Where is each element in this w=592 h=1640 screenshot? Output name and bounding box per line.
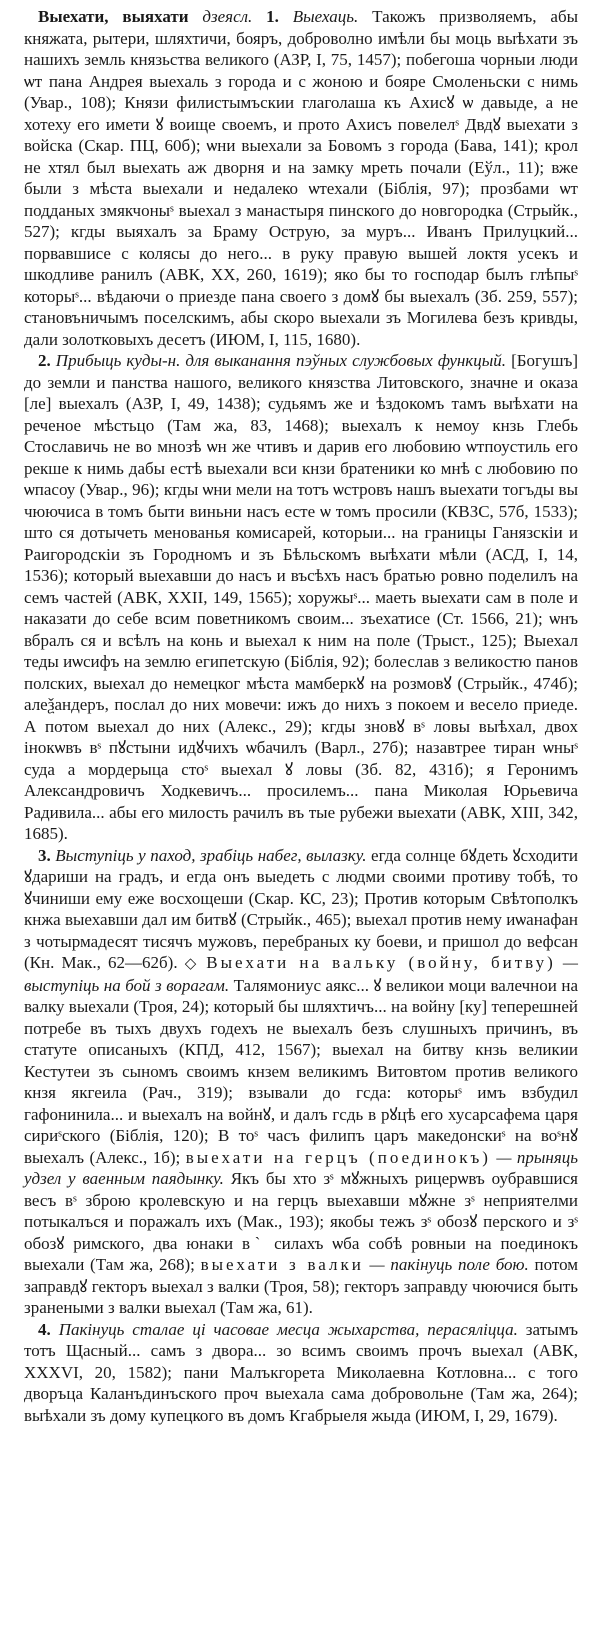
phrase-2: выехати на герцъ (поединокъ): [185, 1147, 491, 1167]
sense-gloss-1: Выехаць.: [292, 7, 359, 26]
sense-number-1: 1.: [266, 7, 279, 26]
sense-text-4: затымъ тотъ Щасный... самъ з двора... зо всимъ своимъ прочъ выехал (АВК, XXXVI, 20, 1582); пани Малъкгорета Миколаевна Котловна... с того дворъца Каланъдинъского проч выехала сама добровольне (Там жа, 264); выѣхали зъ дому купецкого въ домъ Кгабрыеля жыда (ИЮМ, I, 29, 1679).: [24, 1319, 579, 1425]
sense-gloss-2: Прибыць куды-н. для выканання пэўных службовых функцый.: [55, 351, 507, 370]
phrase-3: выехати з валки: [200, 1255, 364, 1274]
headword: Выехати, выяхати: [38, 7, 189, 26]
entry-sense-4: [24, 1319, 578, 1427]
sense-text-1: Такожъ призволяемъ, абы княжата, рытери, шляхтичи, бояръ, доброволно имѣли бы моць выѣхати зъ нашихъ земль князьства великого (АЗР, I, 75, 1457); побегоша чорныи люди ѡт пана Андрея выехаль з города и с жоною и бояре Смоленьски с нимь (Увар., 108); Князи филистымъскии глаголаша къ Ахисꙋ ѡ давыде, а не хотеху его имети ꙋ воище своемъ, и прото Ахисъ повелелˢ Двдꙋ выехати з войска (Скар. ПЦ, 60б); ѡни выехали за Бовомъ з города (Бава, 141); крол не хтял был выехать аж дворня и на замку мреть почали (Еўл., 11); вже были з мѣста выехали и недалеко ѡтехали (Біблія, 97); прозбами ѡт подданых змякчоныˢ выехал з манастыря пинского до новгородка (Стрыйк., 527); кгды выяхалъ за Браму Острую, за муръ... Иванъ Прилуцкий... порвавшисе с колясы до него... в руку правую вышей локтя усекъ и шкодливе ранилъ (АВК, XX, 260, 1619); яко бы то господар былъ глѣпыˢ которыˢ... вѣдаючи о приезде пана своего з домꙋ бы выехалъ (Зб. 259, 557); становъничымъ поселскимъ, абы скоро выехали зъ Могилева безъ кривды, дали золотковыхъ десетъ (ИЮМ, I, 115, 1680).: [24, 7, 579, 349]
sense-text-2: [Богушъ] до земли и панства нашого, великого князства Литовского, значне и оказа [ле] выехалъ (АЗР, I, 49, 1438); судьямъ же и ѣздокомъ тамъ выѣхати на реченое мѣстьцо (Там жа, 83, 1468); выехалъ к немоу кнзь Глебь Стославичь не во мнозѣ ѡн же чтивъ и дарив его любовию ѡтпоустиль его рекше к нимь дабы естѣ выехали вси кнзи братеники ко мнѣ с любовию по ѡпасоу (Увар., 96); кгды ѡни мели на тотъ ѡстровъ нашъ выехати тогъды вы чюючиса в томъ быти виньни насъ есте ѡ томъ просили (КВЗС, 57б, 1533); што ся дотычеть менованья комисарей, которыи... на границы Ганязскіи и Раигородскіи зъ Городномъ и зъ Бѣльскомъ выѣхати мѣли (АСД, I, 14, 1536); который выехавши до насъ и въсѣхъ насъ братью ровно поделилъ на семъ частей (АВК, XXII, 149, 1565); хоружыˢ... маеть выехати сам в поле и наказати до себе всим поветникомъ своим... зъехатисе (Ст. 1566, 21); ѡнъ вбралъ ся и всѣлъ на конь и выехал к ним на поле (Трыст., 125); Выехал теды иѡсифъ на землю египетскую (Біблія, 92); болеслав з великостю панов полских, выехал до немецког мѣста мамберкꙋ на розмовꙋ (Стрыйк., 474б); алеѯандеръ, послал до них мовечи: ижъ до нихъ з покоем и весело приеде. А потом выехал до них (Алекс., 29); кгды зновꙋ вˢ ловы выѣхал, двох інокѡвъ вˢ пꙋстыни идꙋчихъ ѡбачилъ (Варл., 27б); назавтрее тиран ѡныˢ суда а мордерыца стоˢ выехал ꙋ ловы (Зб. 82, 431б); я Геронимъ Александровичъ Ходкевичъ... просилемъ... пана Миколая Юрьевича Радивила... абы его милость рачилъ въ тые рубежи выехати (АВК, XIII, 342, 1685).: [24, 351, 579, 843]
sense-text-3b: Талямониус аякс... ꙋ великои моци валечнои на валку выехали (Троя, 24); который бы шляхтичъ... на войну [ку] теперешней потребе въ тыхъ двухъ годехъ не выехалъ безъ слушныхъ причинъ, въ статуте описаныхъ (КПД, 412, 1567); выехал на битву кнзь великии Кестутеи зъ сыномъ своимъ кнзем великимъ Витовтом против великого кнзя якгеила (Рач., 319); взывали до гсда: которыˢ имъ взбудил гафонинила... и выехалъ на войнꙋ, и далъ гсдь в рꙋцѣ его хусарсафема царя сириˢского (Біблія, 120); В тоˢ часъ филипъ царъ македонскиˢ на воˢнꙋ выехалъ (Алекс., 1б);: [24, 975, 578, 1167]
phrase-3-gloss: — пакінуць поле бою.: [369, 1255, 529, 1274]
entry-sense-2: [24, 350, 578, 845]
sense-number-4: 4.: [38, 1319, 51, 1339]
sense-gloss-3: Выступіць у паход, зрабіць набег, вылазку.: [55, 845, 367, 865]
sense-text-3d: потом заправдꙋ гекторъ выехал з валки (Троя, 58); гекторъ заправду чюючися быть зранеными з валки выехал (Там жа, 61).: [24, 1255, 579, 1317]
sense-number-2: 2.: [38, 351, 51, 370]
sense-text-3c: Якъ бы хто зˢ мꙋжныхъ рицерѡвъ оубравшися весъ вˢ зброю кролевскую и на герцъ выехавши мꙋжне зˢ неприятелми потыкалъся и поражалъ ихъ (Мак., 193); якобы тежъ зˢ обозꙋ перского и зˢ обозꙋ римского, два юнаки вˋ силахъ ѡба собѣ ровныи на поединокъ выехали (Там жа, 268);: [24, 1169, 578, 1274]
phrase-1-gloss: — выступіць на бой з ворагам.: [24, 953, 578, 995]
dictionary-page: [24, 6, 578, 1426]
grammar-label: дзеясл.: [202, 7, 253, 26]
sense-text-3a: егда солнце бꙋдеть ꙋсходити ꙋдариши на градъ, и егда онъ выедеть с людми своими противу тобѣ, то ꙋчиниши ему еже восхощеши (Скар. КС, 23); Против которым Свѣтополкъ кнжа выехавши дал им битвꙋ (Стрыйк., 465); выехал против нему иѡанафан з чотырмадесят тисячъ мужовъ, перебраных ку боеви, и пришол до вефсан (Кн. Мак., 62—62б).: [24, 845, 579, 972]
sense-gloss-4: Пакінуць сталае ці часовае месца жыхарства, перасяліцца.: [58, 1319, 518, 1339]
entry-sense-1: [24, 6, 578, 350]
phrase-1: Выехати на вальку (войну, битву): [206, 953, 556, 972]
entry-sense-3: [24, 845, 578, 1319]
phrase-2-gloss: — прыняць удзел у ваенным паядынку.: [24, 1147, 579, 1188]
sense-number-3: 3.: [38, 845, 51, 865]
diamond-icon: ◇: [184, 954, 200, 972]
